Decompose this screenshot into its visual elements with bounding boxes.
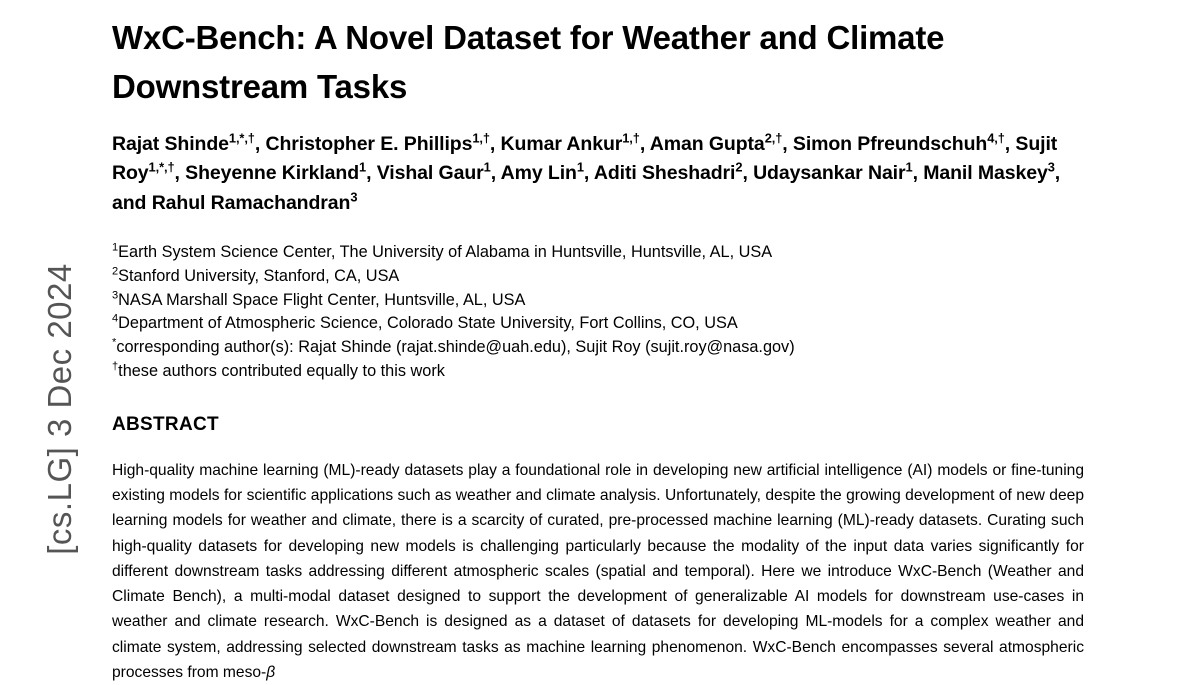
author-name: Christopher E. Phillips: [265, 132, 473, 155]
affiliation-item-corresponding: [112, 336, 1092, 360]
author-affiliation-marker: 1,†: [472, 130, 490, 146]
arxiv-stamp-text: [cs.LG] 3 Dec 2024: [41, 263, 78, 555]
affiliation-marker: 2: [112, 265, 119, 278]
author-affiliation-marker: 2,†: [764, 130, 783, 146]
abstract-text: High-quality machine learning (ML)-ready datasets play a foundational role in developing new artificial intelligence (AI) models or fine-tuning existing models for scientific applications such as weather and climate analysis. Unfortunately, despite the growing development of new deep learning models for weather and climate, there is a scarcity of curated, pre-processed machine learning (ML)-ready datasets. Curating such high-quality datasets for developing new models is challenging particularly because the modality of the input data varies significantly for different downstream tasks addressing different atmospheric scales (spatial and temporal). Here we introduce WxC-Bench (Weather and Climate Bench), a multi-modal dataset designed to support the development of generalizable AI models for downstream use-cases in weather and climate research. WxC-Bench is designed as a dataset of datasets for developing ML-models for a complex weather and climate system, addressing selected downstream tasks as machine learning phenomenon. WxC-Bench encompasses several atmospheric processes from meso-: [112, 461, 1084, 681]
author-list: Rajat Shinde$^{1,*,\dagger}$, Christopher E. Phillips$^{1,\dagger}$, Kumar Ankur$^{1,\dagger}$, Aman Gupta$^{2,\dagger}$, Simon Pfreundschuh$^{4,\dagger}$, Sujit Roy$^{1,*,\dagger}$, Sheyenne Kirkland$^1$, Vishal Gaur$^1$, Amy Lin$^1$, Aditi Sheshadri$^2$, Udaysankar Nair$^1$, Manil Maskey$^3$, and Rahul Ramachandran$^3$: [112, 130, 1061, 215]
author-name: Aditi Sheshadri: [593, 162, 736, 185]
author-name: Kumar Ankur: [500, 132, 623, 155]
author-affiliation-marker: 1,*,†: [228, 130, 255, 146]
author-name: Sheyenne Kirkland: [185, 162, 360, 185]
affiliation-item: [112, 265, 1092, 289]
author-affiliation-marker: 2: [735, 159, 743, 175]
author-name: Rajat Shinde: [112, 132, 229, 155]
author-affiliation-marker: 1,†: [622, 130, 640, 146]
author-affiliation-marker: 1,*,†: [148, 159, 175, 175]
affiliation-text: Earth System Science Center, The University of Alabama in Huntsville, Huntsville, AL, USA: [118, 243, 773, 262]
page-title: WxC-Bench: A Novel Dataset for Weather and Climate Downstream Tasks: [112, 19, 945, 105]
author-name: Simon Pfreundschuh: [792, 132, 988, 155]
affiliation-marker: 1: [112, 241, 119, 254]
affiliation-text: Stanford University, Stanford, CA, USA: [118, 266, 400, 285]
affiliation-marker: 4: [112, 313, 119, 326]
affiliation-text: NASA Marshall Space Flight Center, Huntsville, AL, USA: [118, 290, 526, 309]
author-name: Udaysankar Nair: [753, 162, 906, 185]
paper-content: [112, 0, 1092, 685]
author-affiliation-marker: 1: [905, 159, 913, 175]
author-name: Manil Maskey: [923, 162, 1048, 185]
author-affiliation-marker: 1: [483, 159, 491, 175]
author-affiliation-marker: 3: [1047, 159, 1055, 175]
author-name: Rahul Ramachandran: [151, 192, 351, 215]
author-name: Sujit Roy: [112, 132, 1058, 185]
affiliation-item: [112, 312, 1092, 336]
affiliation-list: [112, 241, 1092, 384]
abstract-text-italic: β: [266, 663, 276, 681]
affiliation-marker: *: [112, 336, 117, 349]
abstract-heading: ABSTRACT: [112, 413, 219, 435]
arxiv-stamp: [0, 0, 108, 648]
author-affiliation-marker: 1: [576, 159, 584, 175]
author-name: Vishal Gaur: [376, 162, 484, 185]
author-name: Amy Lin: [500, 162, 577, 185]
affiliation-marker: 3: [112, 289, 119, 302]
abstract-body: [112, 458, 1084, 685]
author-name: Aman Gupta: [649, 132, 765, 155]
affiliation-item-equal-contribution: [112, 360, 1092, 384]
author-affiliation-marker: 1: [359, 159, 367, 175]
affiliation-item: [112, 289, 1092, 313]
affiliation-marker: †: [112, 360, 119, 373]
affiliation-item: [112, 241, 1092, 265]
author-affiliation-marker: 3: [350, 189, 358, 205]
author-affiliation-marker: 4,†: [987, 130, 1005, 146]
affiliation-text: corresponding author(s): Rajat Shinde (rajat.shinde@uah.edu), Sujit Roy (sujit.roy@nasa.gov): [116, 338, 795, 357]
affiliation-text: Department of Atmospheric Science, Colorado State University, Fort Collins, CO, USA: [118, 314, 738, 333]
affiliation-text: these authors contributed equally to this work: [118, 362, 445, 381]
